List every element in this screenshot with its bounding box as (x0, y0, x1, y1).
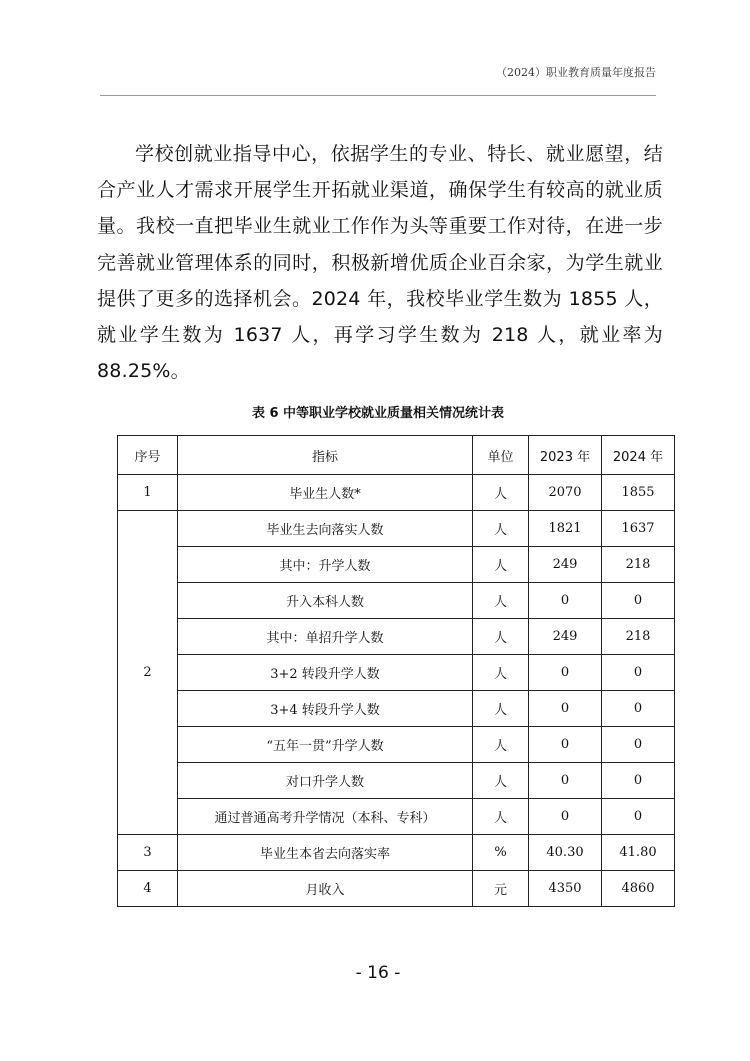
value-2024-cell: 4860 (602, 871, 675, 907)
indicator-cell: 通过普通高考升学情况（本科、专科） (178, 799, 473, 835)
value-2023-cell: 40.30 (529, 835, 602, 871)
unit-cell: 人 (473, 619, 529, 655)
table-row (118, 583, 675, 619)
table-row (118, 799, 675, 835)
seq-cell: 4 (118, 871, 178, 907)
unit-cell: 人 (473, 763, 529, 799)
value-2024-cell: 41.80 (602, 835, 675, 871)
unit-cell: 人 (473, 511, 529, 547)
value-2023-cell: 249 (529, 619, 602, 655)
value-2023-cell: 0 (529, 655, 602, 691)
value-2023-cell: 0 (529, 583, 602, 619)
unit-cell: 人 (473, 799, 529, 835)
table-row (118, 763, 675, 799)
unit-cell: % (473, 835, 529, 871)
header-2023: 2023 年 (529, 436, 602, 475)
value-2024-cell: 0 (602, 763, 675, 799)
header-seq: 序号 (118, 436, 178, 475)
indicator-cell: 毕业生人数* (178, 475, 473, 511)
header-unit: 单位 (473, 436, 529, 475)
unit-cell: 元 (473, 871, 529, 907)
indicator-cell: 毕业生本省去向落实率 (178, 835, 473, 871)
unit-cell: 人 (473, 583, 529, 619)
value-2024-cell: 218 (602, 619, 675, 655)
indicator-cell: 毕业生去向落实人数 (178, 511, 473, 547)
value-2023-cell: 0 (529, 727, 602, 763)
indicator-cell: 其中：升学人数 (178, 547, 473, 583)
unit-cell: 人 (473, 475, 529, 511)
header-divider (100, 95, 656, 96)
table-row (118, 655, 675, 691)
value-2024-cell: 0 (602, 583, 675, 619)
table-row (118, 871, 675, 907)
seq-cell: 1 (118, 475, 178, 511)
value-2024-cell: 1855 (602, 475, 675, 511)
indicator-cell: “五年一贯”升学人数 (178, 727, 473, 763)
value-2023-cell: 0 (529, 691, 602, 727)
indicator-cell: 升入本科人数 (178, 583, 473, 619)
table-row (118, 511, 675, 547)
header-indicator: 指标 (178, 436, 473, 475)
unit-cell: 人 (473, 727, 529, 763)
table-row (118, 475, 675, 511)
table-row (118, 547, 675, 583)
table-caption: 表 6 中等职业学校就业质量相关情况统计表 (251, 406, 505, 421)
unit-cell: 人 (473, 547, 529, 583)
value-2024-cell: 0 (602, 655, 675, 691)
value-2023-cell: 2070 (529, 475, 602, 511)
indicator-cell: 其中：单招升学人数 (178, 619, 473, 655)
seq-cell: 2 (118, 511, 178, 835)
page-header: （2024）职业教育质量年度报告 (496, 66, 656, 79)
value-2023-cell: 0 (529, 763, 602, 799)
body-paragraph: 学校创就业指导中心，依据学生的专业、特长、就业愿望，结合产业人才需求开展学生开拓就业渠道，确保学生有较高的就业质量。我校一直把毕业生就业工作作为头等重要工作对待，在进一步完善就业管理体系的同时，积极新增优质企业百余家，为学生就业提供了更多的选择机会。2024 年，我校毕业学生数为 1855 人，就业学生数为 1637 人，再学习学生数为 218 人，就业率为 88.25%。 (97, 143, 663, 383)
table-row (118, 727, 675, 763)
table-row (118, 835, 675, 871)
value-2023-cell: 249 (529, 547, 602, 583)
value-2023-cell: 4350 (529, 871, 602, 907)
indicator-cell: 对口升学人数 (178, 763, 473, 799)
table-row (118, 619, 675, 655)
value-2024-cell: 218 (602, 547, 675, 583)
value-2023-cell: 1821 (529, 511, 602, 547)
value-2023-cell: 0 (529, 799, 602, 835)
value-2024-cell: 0 (602, 727, 675, 763)
unit-cell: 人 (473, 655, 529, 691)
table-header-row (118, 436, 675, 475)
value-2024-cell: 1637 (602, 511, 675, 547)
unit-cell: 人 (473, 691, 529, 727)
seq-cell: 3 (118, 835, 178, 871)
indicator-cell: 月收入 (178, 871, 473, 907)
employment-quality-table (117, 435, 675, 907)
indicator-cell: 3+4 转段升学人数 (178, 691, 473, 727)
table-row (118, 691, 675, 727)
page-number: - 16 - (355, 963, 401, 983)
indicator-cell: 3+2 转段升学人数 (178, 655, 473, 691)
value-2024-cell: 0 (602, 691, 675, 727)
value-2024-cell: 0 (602, 799, 675, 835)
header-2024: 2024 年 (602, 436, 675, 475)
